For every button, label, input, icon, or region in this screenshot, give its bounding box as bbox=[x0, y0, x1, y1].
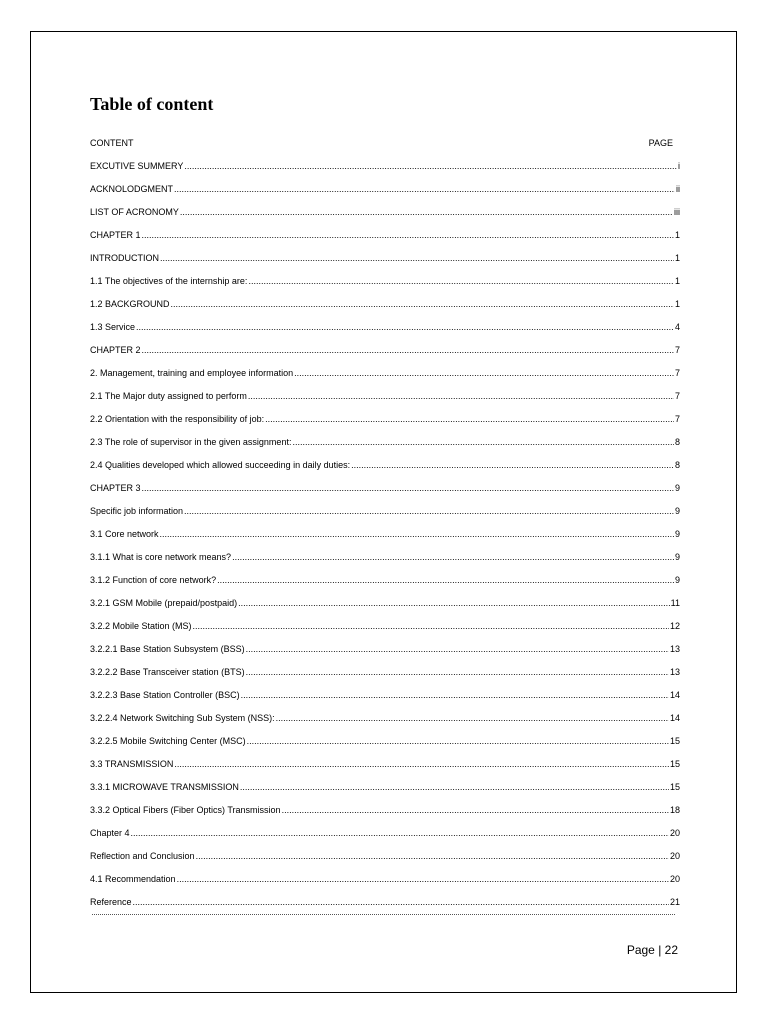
toc-entry-title: Chapter 4 bbox=[90, 828, 130, 838]
toc-leader-dots bbox=[184, 500, 674, 523]
toc-entry[interactable] bbox=[90, 638, 680, 661]
toc-entry[interactable] bbox=[90, 178, 680, 201]
toc-entry[interactable] bbox=[90, 477, 680, 500]
toc-entry[interactable] bbox=[90, 408, 680, 431]
toc-leader-dots bbox=[240, 776, 669, 799]
toc-leader-dots bbox=[276, 707, 669, 730]
toc-entry-page: 12 bbox=[669, 621, 680, 631]
toc-entry[interactable] bbox=[90, 684, 680, 707]
toc-entry-page: 7 bbox=[674, 345, 680, 355]
toc-leader-dots bbox=[246, 638, 669, 661]
toc-entry-page: 7 bbox=[674, 368, 680, 378]
toc-leader-dots bbox=[142, 224, 674, 247]
toc-entry-title: ACKNOLODGMENT bbox=[90, 184, 174, 194]
toc-entry-page: 21 bbox=[669, 897, 680, 907]
toc-entry-title: Specific job information bbox=[90, 506, 184, 516]
page-footer: Page | 22 bbox=[626, 943, 678, 957]
toc-entry-page: 1 bbox=[674, 230, 680, 240]
toc-entry[interactable] bbox=[90, 155, 680, 178]
toc-entry-page: 14 bbox=[669, 713, 680, 723]
toc-leader-dots bbox=[160, 523, 674, 546]
toc-entry-title: CHAPTER 3 bbox=[90, 483, 141, 493]
toc-entry-page: 9 bbox=[674, 506, 680, 516]
toc-leader-dots bbox=[196, 845, 669, 868]
toc-content bbox=[90, 90, 680, 914]
toc-entry[interactable] bbox=[90, 385, 680, 408]
toc-entry-page: 9 bbox=[674, 552, 680, 562]
toc-leader-dots bbox=[247, 730, 669, 753]
toc-entry[interactable] bbox=[90, 707, 680, 730]
toc-entry-title: 3.2.2.2 Base Transceiver station (BTS) bbox=[90, 667, 245, 677]
toc-entry-page: 7 bbox=[674, 414, 680, 424]
toc-entry-title: 2.2 Orientation with the responsibility of job: bbox=[90, 414, 265, 424]
toc-entry[interactable] bbox=[90, 661, 680, 684]
toc-entry-page: 9 bbox=[674, 529, 680, 539]
toc-leader-dots bbox=[136, 316, 674, 339]
toc-entry[interactable] bbox=[90, 316, 680, 339]
toc-entry[interactable] bbox=[90, 201, 680, 224]
toc-entry[interactable] bbox=[90, 500, 680, 523]
toc-leader-dots bbox=[142, 477, 674, 500]
toc-entry-page: 20 bbox=[669, 851, 680, 861]
toc-entry-page: 1 bbox=[674, 253, 680, 263]
toc-entry-page: 15 bbox=[669, 736, 680, 746]
toc-entry[interactable] bbox=[90, 845, 680, 868]
toc-leader-dots bbox=[238, 592, 670, 615]
toc-leader-dots bbox=[232, 546, 674, 569]
toc-leader-dots bbox=[142, 339, 674, 362]
toc-entry-title: 3.3 TRANSMISSION bbox=[90, 759, 174, 769]
toc-entry-page: ii bbox=[676, 184, 680, 194]
toc-entry-page: 8 bbox=[674, 460, 680, 470]
toc-entry-page: iii bbox=[674, 207, 680, 217]
content-column-label: CONTENT bbox=[90, 138, 134, 148]
toc-leader-dots bbox=[292, 431, 674, 454]
toc-entry-title: LIST OF ACRONOMY bbox=[90, 207, 179, 217]
page-column-label: PAGE bbox=[648, 138, 673, 148]
toc-entry[interactable] bbox=[90, 362, 680, 385]
toc-leader-dots bbox=[131, 822, 669, 845]
toc-entry[interactable] bbox=[90, 615, 680, 638]
toc-entry[interactable] bbox=[90, 293, 680, 316]
toc-leader-dots bbox=[248, 385, 674, 408]
toc-leader-dots bbox=[294, 362, 674, 385]
toc-leader-dots bbox=[133, 891, 669, 914]
toc-entry[interactable] bbox=[90, 592, 680, 615]
toc-entry-title: Reference bbox=[90, 897, 132, 907]
toc-entry-title: CHAPTER 2 bbox=[90, 345, 141, 355]
toc-leader-dots bbox=[174, 753, 669, 776]
toc-leader-dots bbox=[246, 661, 669, 684]
toc-entry[interactable] bbox=[90, 431, 680, 454]
toc-entry-page: 4 bbox=[674, 322, 680, 332]
toc-entry-title: 2.3 The role of supervisor in the given assignment: bbox=[90, 437, 292, 447]
toc-list bbox=[90, 155, 680, 914]
toc-entry[interactable] bbox=[90, 270, 680, 293]
toc-leader-dots bbox=[351, 454, 674, 477]
toc-entry-page: 13 bbox=[669, 667, 680, 677]
toc-entry[interactable] bbox=[90, 339, 680, 362]
toc-entry[interactable] bbox=[90, 822, 680, 845]
toc-entry-title: INTRODUCTION bbox=[90, 253, 159, 263]
toc-entry-title: 2. Management, training and employee information bbox=[90, 368, 294, 378]
toc-entry-page: 13 bbox=[669, 644, 680, 654]
toc-entry-page: 15 bbox=[669, 782, 680, 792]
toc-entry-title: 1.3 Service bbox=[90, 322, 136, 332]
toc-entry-title: 3.2.2 Mobile Station (MS) bbox=[90, 621, 192, 631]
toc-entry-title: 1.1 The objectives of the internship are: bbox=[90, 276, 248, 286]
toc-entry[interactable] bbox=[90, 730, 680, 753]
toc-entry-page: 1 bbox=[674, 276, 680, 286]
dotted-separator bbox=[92, 914, 675, 915]
toc-entry-page: 18 bbox=[669, 805, 680, 815]
toc-leader-dots bbox=[177, 868, 669, 891]
toc-entry-title: 3.2.2.1 Base Station Subsystem (BSS) bbox=[90, 644, 245, 654]
toc-leader-dots bbox=[282, 799, 669, 822]
toc-entry[interactable] bbox=[90, 753, 680, 776]
toc-entry[interactable] bbox=[90, 569, 680, 592]
toc-entry[interactable] bbox=[90, 224, 680, 247]
toc-entry-title: 3.1.1 What is core network means? bbox=[90, 552, 232, 562]
toc-entry-page: 15 bbox=[669, 759, 680, 769]
toc-leader-dots bbox=[160, 247, 674, 270]
toc-entry[interactable] bbox=[90, 868, 680, 891]
toc-entry[interactable] bbox=[90, 454, 680, 477]
toc-entry-page: i bbox=[678, 161, 680, 171]
toc-entry-title: 3.3.1 MICROWAVE TRANSMISSION bbox=[90, 782, 239, 792]
toc-entry-page: 7 bbox=[674, 391, 680, 401]
toc-entry-title: 2.4 Qualities developed which allowed succeeding in daily duties: bbox=[90, 460, 351, 470]
toc-entry-page: 8 bbox=[674, 437, 680, 447]
toc-entry[interactable] bbox=[90, 247, 680, 270]
toc-entry-title: 2.1 The Major duty assigned to perform bbox=[90, 391, 247, 401]
toc-entry-title: Reflection and Conclusion bbox=[90, 851, 195, 861]
toc-entry-page: 9 bbox=[674, 575, 680, 585]
toc-entry[interactable] bbox=[90, 523, 680, 546]
toc-entry[interactable] bbox=[90, 776, 680, 799]
toc-entry-page: 1 bbox=[674, 299, 680, 309]
toc-entry-title: 4.1 Recommendation bbox=[90, 874, 176, 884]
toc-leader-dots bbox=[174, 178, 675, 201]
toc-leader-dots bbox=[217, 569, 674, 592]
toc-leader-dots bbox=[265, 408, 674, 431]
toc-entry-title: 3.1.2 Function of core network? bbox=[90, 575, 217, 585]
toc-entry-title: EXCUTIVE SUMMERY bbox=[90, 161, 184, 171]
toc-entry-page: 11 bbox=[670, 598, 680, 608]
toc-entry[interactable] bbox=[90, 799, 680, 822]
toc-entry-title: 1.2 BACKGROUND bbox=[90, 299, 170, 309]
toc-entry-title: 3.1 Core network bbox=[90, 529, 159, 539]
toc-leader-dots bbox=[248, 270, 674, 293]
toc-leader-dots bbox=[193, 615, 669, 638]
toc-entry-title: 3.2.1 GSM Mobile (prepaid/postpaid) bbox=[90, 598, 238, 608]
toc-leader-dots bbox=[180, 201, 673, 224]
toc-header-row bbox=[90, 132, 680, 155]
toc-leader-dots bbox=[184, 155, 677, 178]
toc-entry-page: 14 bbox=[669, 690, 680, 700]
toc-entry-page: 20 bbox=[669, 874, 680, 884]
toc-leader-dots bbox=[241, 684, 669, 707]
toc-entry-title: 3.2.2.3 Base Station Controller (BSC) bbox=[90, 690, 240, 700]
toc-entry-page: 9 bbox=[674, 483, 680, 493]
toc-entry[interactable] bbox=[90, 546, 680, 569]
toc-entry-title: CHAPTER 1 bbox=[90, 230, 141, 240]
page-title: Table of content bbox=[90, 94, 214, 114]
toc-entry-page: 20 bbox=[669, 828, 680, 838]
toc-entry[interactable] bbox=[90, 891, 680, 914]
toc-leader-dots bbox=[171, 293, 674, 316]
toc-entry-title: 3.2.2.5 Mobile Switching Center (MSC) bbox=[90, 736, 246, 746]
toc-entry-title: 3.2.2.4 Network Switching Sub System (NSS): bbox=[90, 713, 275, 723]
toc-entry-title: 3.3.2 Optical Fibers (Fiber Optics) Transmission bbox=[90, 805, 281, 815]
